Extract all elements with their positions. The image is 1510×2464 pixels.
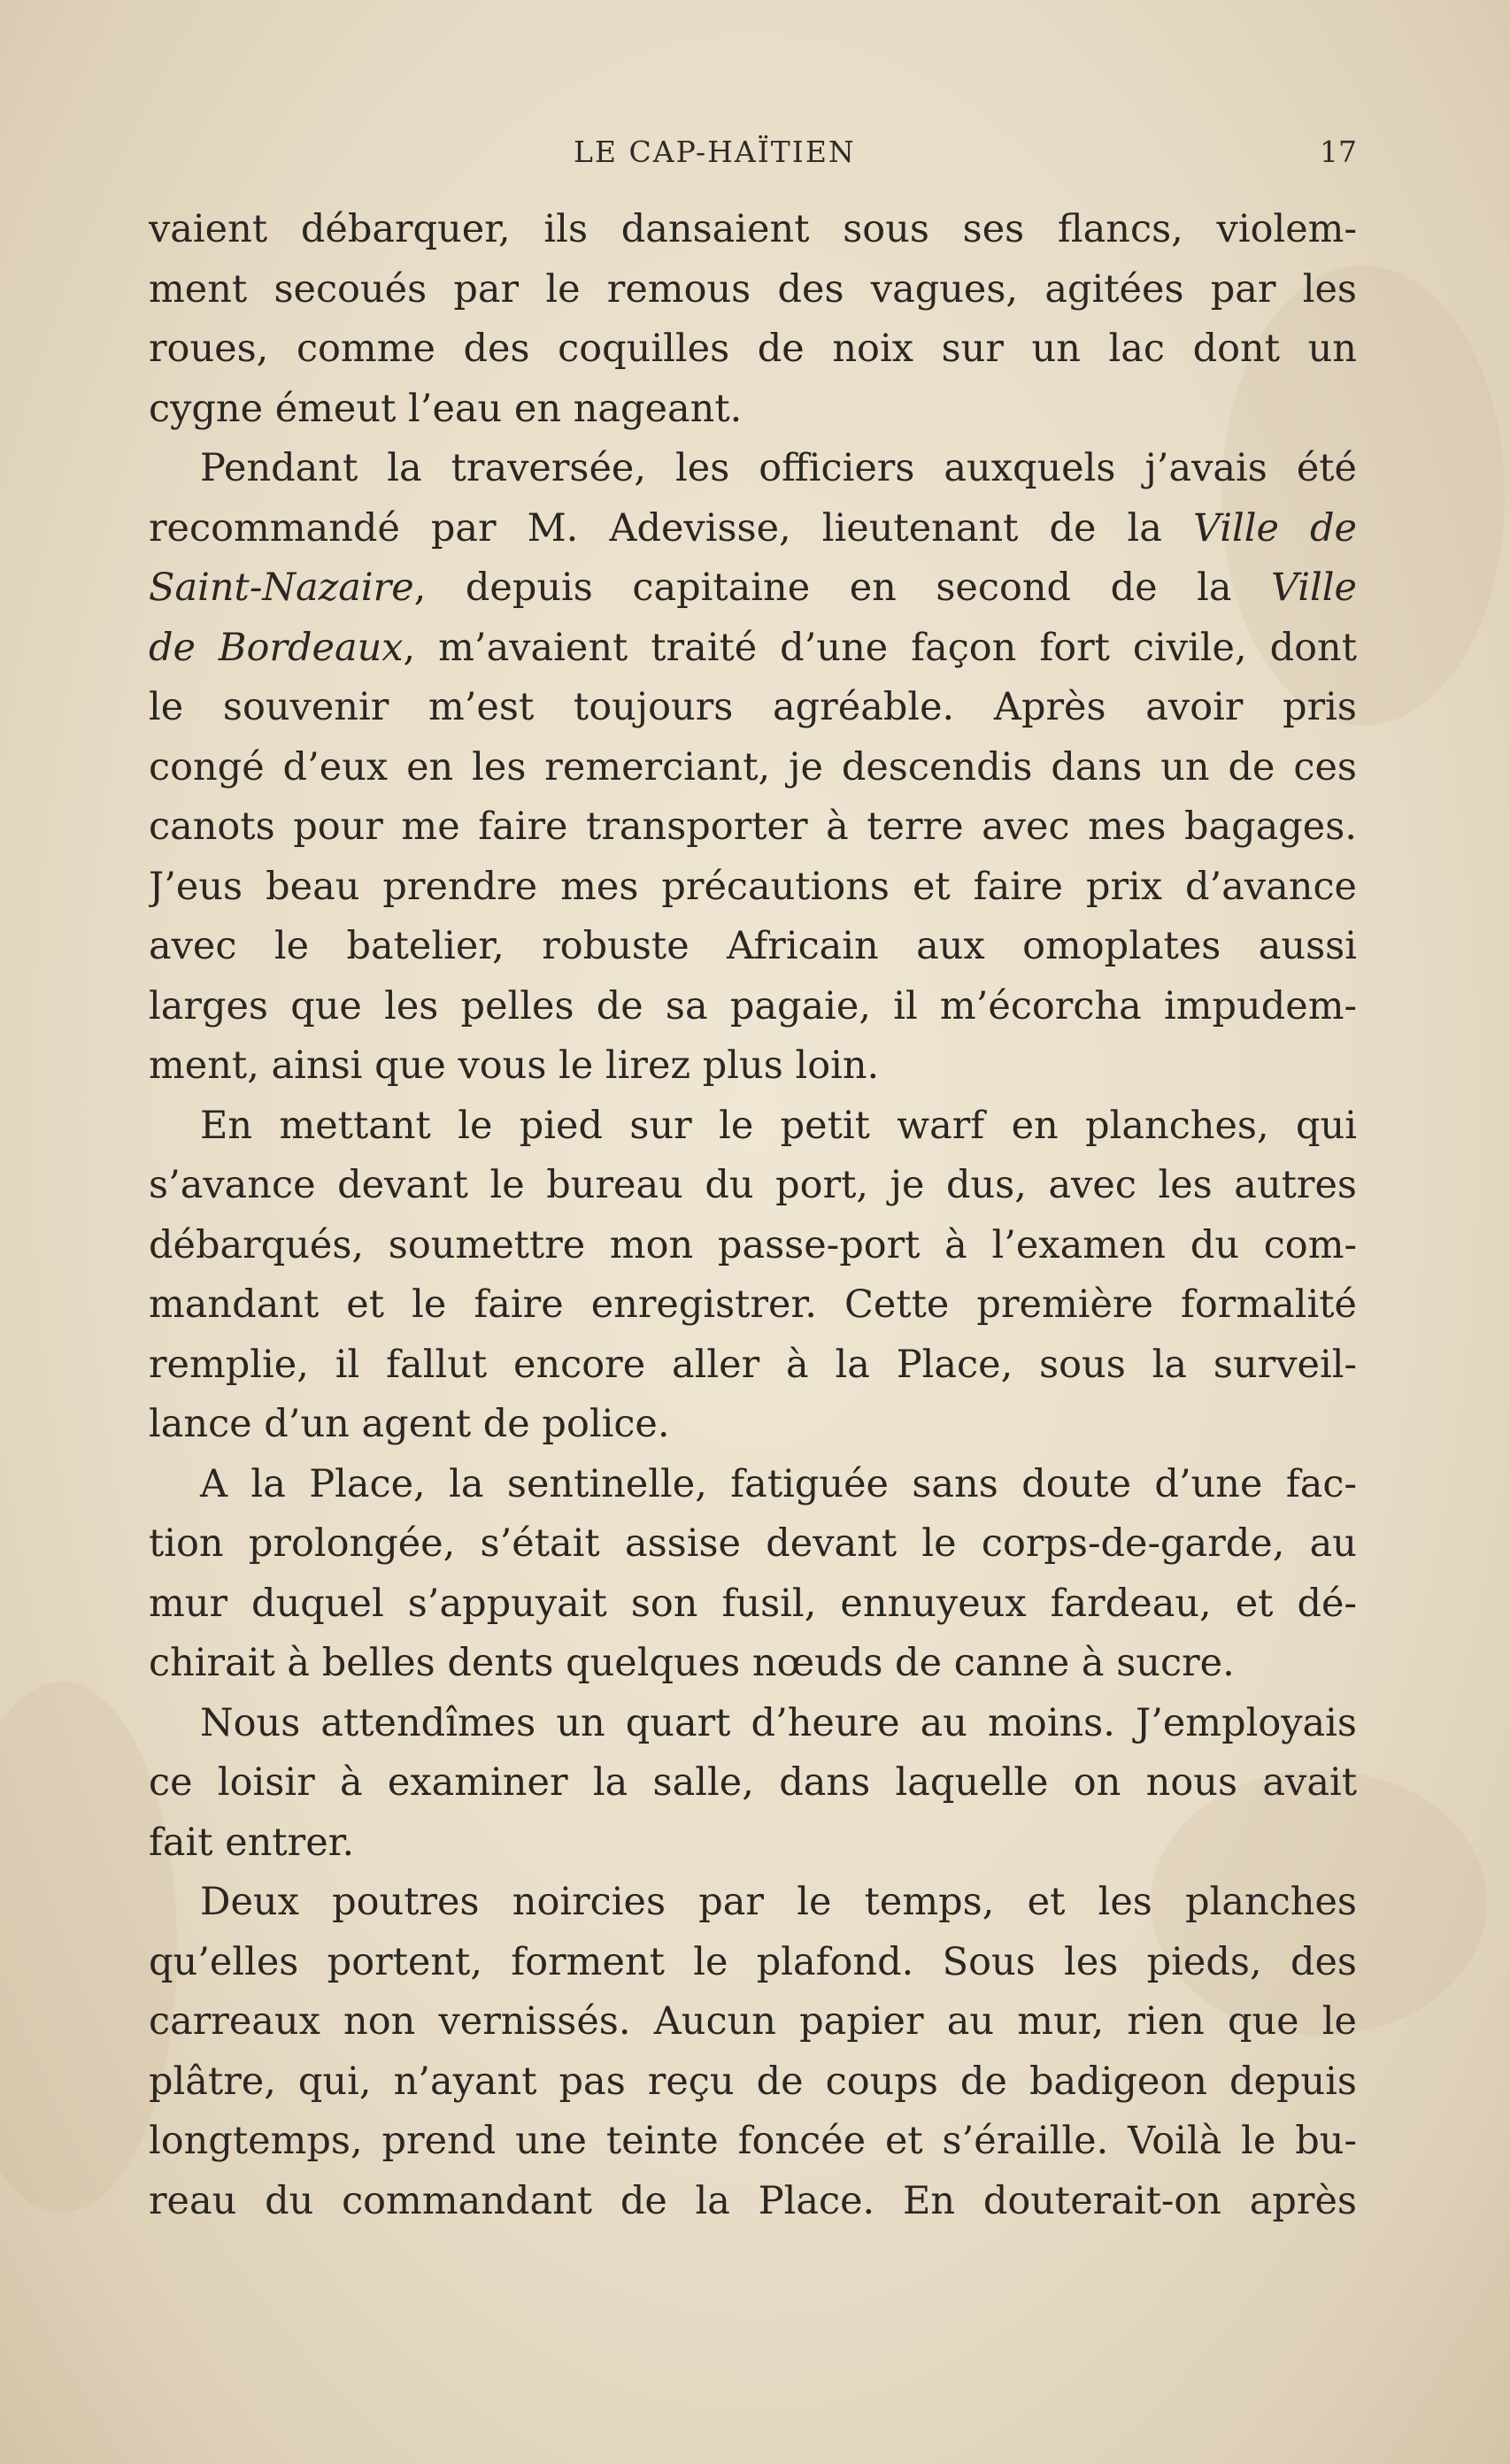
text-line: roues, comme des coquilles de noix sur un lac dont un — [149, 327, 1357, 371]
text-run: , depuis capitaine en second de la — [413, 566, 1271, 610]
text-line: vaient débarquer, ils dansaient sous ses flancs, violem- — [149, 207, 1357, 251]
text-run: recommandé par M. Adevisse, lieutenant de la — [149, 505, 1193, 551]
text-line: lance d’un agent de police. — [149, 1402, 670, 1446]
text-line: fait entrer. — [149, 1820, 355, 1865]
running-title: LE CAP-HAÏTIEN — [574, 135, 856, 169]
text-line: plâtre, qui, n’ayant pas reçu de coups de badigeon depuis — [149, 2059, 1357, 2104]
page-number: 17 — [1320, 135, 1357, 169]
body-text — [149, 200, 1357, 2231]
text-line: J’eus beau prendre mes précautions et faire prix d’avance — [149, 864, 1357, 909]
page-header — [149, 135, 1357, 179]
italic-place-name: Saint-Nazaire — [149, 566, 414, 610]
text-line: A la Place, la sentinelle, fatiguée sans doute d’une fac- — [200, 1461, 1357, 1506]
text-line — [149, 499, 1357, 559]
text-line: Nous attendîmes un quart d’heure au moins. J’employais — [200, 1700, 1357, 1745]
text-run: , m’avaient traité d’une façon fort civile, dont — [403, 625, 1357, 670]
italic-place-name: Ville de — [1192, 505, 1357, 551]
text-line: carreaux non vernissés. Aucun papier au mur, rien que le — [149, 1999, 1357, 2044]
text-line: ce loisir à examiner la salle, dans laquelle on nous avait — [149, 1760, 1357, 1805]
italic-place-name: de Bordeaux — [149, 625, 404, 670]
text-line: mur duquel s’appuyait son fusil, ennuyeux fardeau, et dé- — [149, 1581, 1357, 1626]
text-line: congé d’eux en les remerciant, je descendis dans un de ces — [149, 744, 1357, 789]
text-line: remplie, il fallut encore aller à la Place, sous la surveil- — [149, 1342, 1357, 1387]
text-line: longtemps, prend une teinte foncée et s’éraille. Voilà le bu- — [149, 2119, 1357, 2163]
text-line: avec le batelier, robuste Africain aux omoplates aussi — [149, 924, 1357, 968]
italic-place-name: Ville — [1270, 566, 1357, 610]
text-line: ment, ainsi que vous le lirez plus loin. — [149, 1043, 880, 1088]
text-line: Deux poutres noircies par le temps, et les planches — [200, 1880, 1357, 1924]
text-line: mandant et le faire enregistrer. Cette première formalité — [149, 1282, 1357, 1327]
text-line: canots pour me faire transporter à terre avec mes bagages. — [149, 805, 1357, 849]
text-line — [149, 558, 1357, 619]
text-line: chirait à belles dents quelques nœuds de canne à sucre. — [149, 1641, 1235, 1685]
text-line: reau du commandant de la Place. En douterait-on après — [149, 2178, 1357, 2223]
text-line: larges que les pelles de sa pagaie, il m’écorcha impudem- — [149, 983, 1357, 1028]
text-line: En mettant le pied sur le petit warf en planches, qui — [200, 1103, 1357, 1148]
text-line: ment secoués par le remous des vagues, agitées par les — [149, 266, 1357, 312]
text-line: le souvenir m’est toujours agréable. Après avoir pris — [149, 685, 1357, 729]
text-line: Pendant la traversée, les officiers auxquels j’avais été — [200, 446, 1357, 490]
text-line: qu’elles portent, forment le plafond. Sous les pieds, des — [149, 1939, 1357, 1984]
text-line: tion prolongée, s’était assise devant le corps-de-garde, au — [149, 1521, 1357, 1566]
text-line: débarqués, soumettre mon passe-port à l’examen du com- — [149, 1222, 1357, 1267]
text-line — [149, 619, 1357, 679]
text-line: s’avance devant le bureau du port, je dus, avec les autres — [149, 1163, 1357, 1207]
text-line: cygne émeut l’eau en nageant. — [149, 386, 743, 431]
